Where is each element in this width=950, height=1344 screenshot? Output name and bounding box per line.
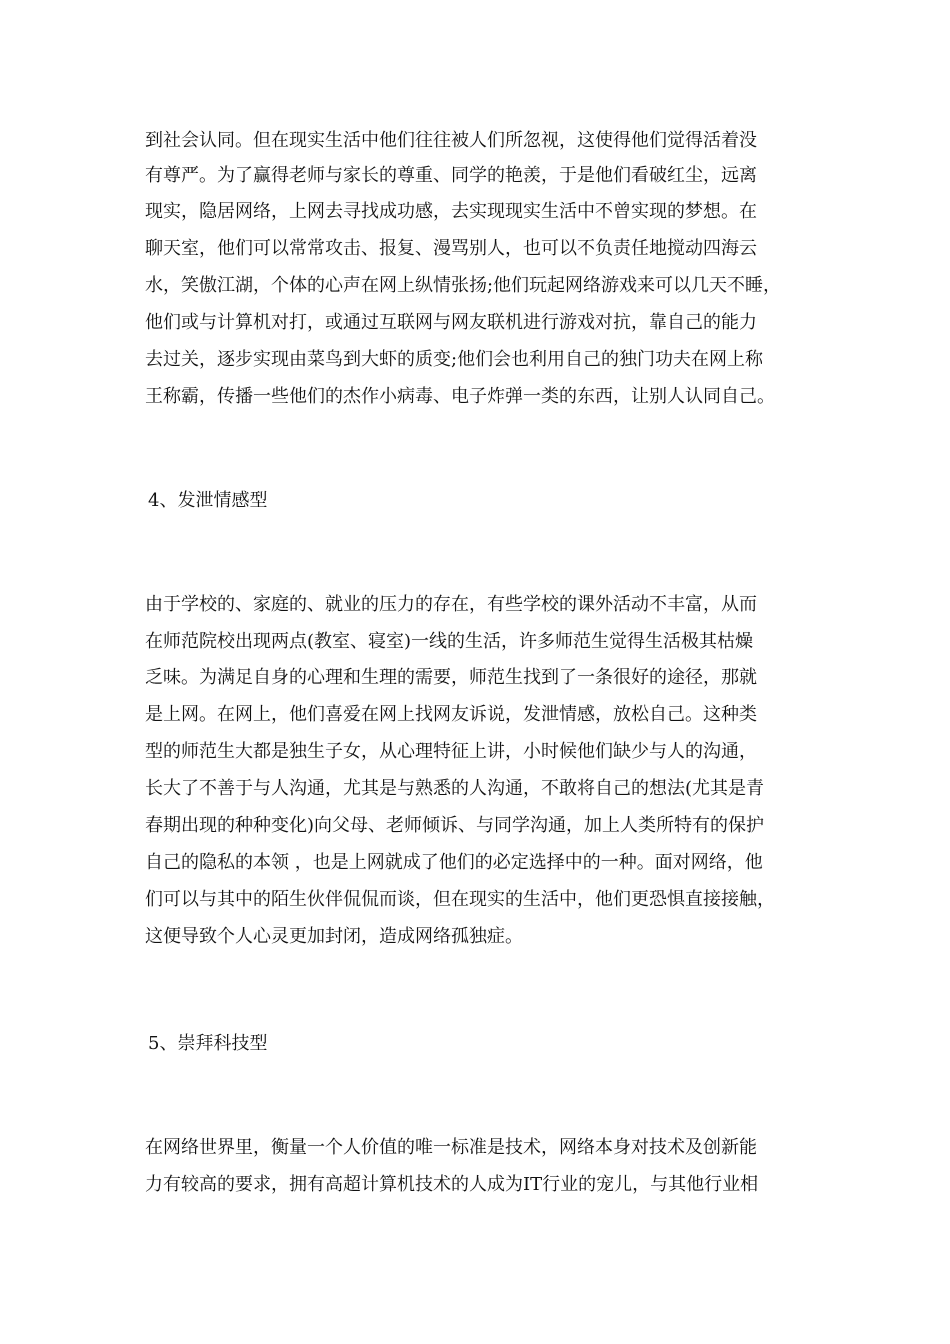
paragraph-1-line-5: 水，笑傲江湖，个体的心声在网上纵情张扬;他们玩起网络游戏来可以几天不睡，	[145, 275, 782, 296]
paragraph-1-line-8: 王称霸，传播一些他们的杰作小病毒、电子炸弹一类的东西，让别人认同自己。	[145, 386, 775, 407]
paragraph-1-line-7: 去过关，逐步实现由菜鸟到大虾的质变;他们会也利用自己的独门功夫在网上称	[145, 349, 764, 370]
paragraph-2-line-4: 是上网。在网上，他们喜爱在网上找网友诉说，发泄情感，放松自己。这种类	[145, 704, 757, 725]
paragraph-2-line-5: 型的师范生大都是独生子女，从心理特征上讲，小时候他们缺少与人的沟通，	[145, 741, 757, 762]
section-heading-5: 5、崇拜科技型	[148, 1033, 268, 1054]
paragraph-1-line-6: 他们或与计算机对打，或通过互联网与网友联机进行游戏对抗，靠自己的能力	[145, 312, 757, 333]
paragraph-1-line-2: 有尊严。为了赢得老师与家长的尊重、同学的艳羡，于是他们看破红尘，远离	[145, 165, 757, 186]
paragraph-1-line-4: 聊天室，他们可以常常攻击、报复、漫骂别人，也可以不负责任地搅动四海云	[145, 238, 757, 259]
paragraph-1-line-3: 现实，隐居网络，上网去寻找成功感，去实现现实生活中不曾实现的梦想。在	[145, 201, 757, 222]
section-heading-4: 4、发泄情感型	[148, 490, 268, 511]
paragraph-1-line-1: 到社会认同。但在现实生活中他们往往被人们所忽视，这使得他们觉得活着没	[145, 130, 757, 151]
paragraph-2-line-10: 这便导致个人心灵更加封闭，造成网络孤独症。	[145, 926, 523, 947]
paragraph-2-line-9: 们可以与其中的陌生伙伴侃侃而谈，但在现实的生活中，他们更恐惧直接接触，	[145, 889, 775, 910]
paragraph-2-line-1: 由于学校的、家庭的、就业的压力的存在，有些学校的课外活动不丰富，从而	[145, 594, 757, 615]
paragraph-2-line-2: 在师范院校出现两点(教室、寝室)一线的生活，许多师范生觉得生活极其枯燥	[145, 631, 754, 652]
paragraph-3-line-2: 力有较高的要求，拥有高超计算机技术的人成为IT行业的宠儿，与其他行业相	[145, 1174, 759, 1195]
paragraph-2-line-8: 自己的隐私的本领 ，也是上网就成了他们的必定选择中的一种。面对网络，他	[145, 852, 763, 873]
paragraph-2-line-3: 乏味。为满足自身的心理和生理的需要，师范生找到了一条很好的途径，那就	[145, 667, 757, 688]
paragraph-2-line-7: 春期出现的种种变化)向父母、老师倾诉、与同学沟通，加上人类所特有的保护	[145, 815, 765, 836]
paragraph-2-line-6: 长大了不善于与人沟通，尤其是与熟悉的人沟通，不敢将自己的想法(尤其是青	[145, 778, 765, 799]
paragraph-3-line-1: 在网络世界里，衡量一个人价值的唯一标准是技术，网络本身对技术及创新能	[145, 1137, 757, 1158]
